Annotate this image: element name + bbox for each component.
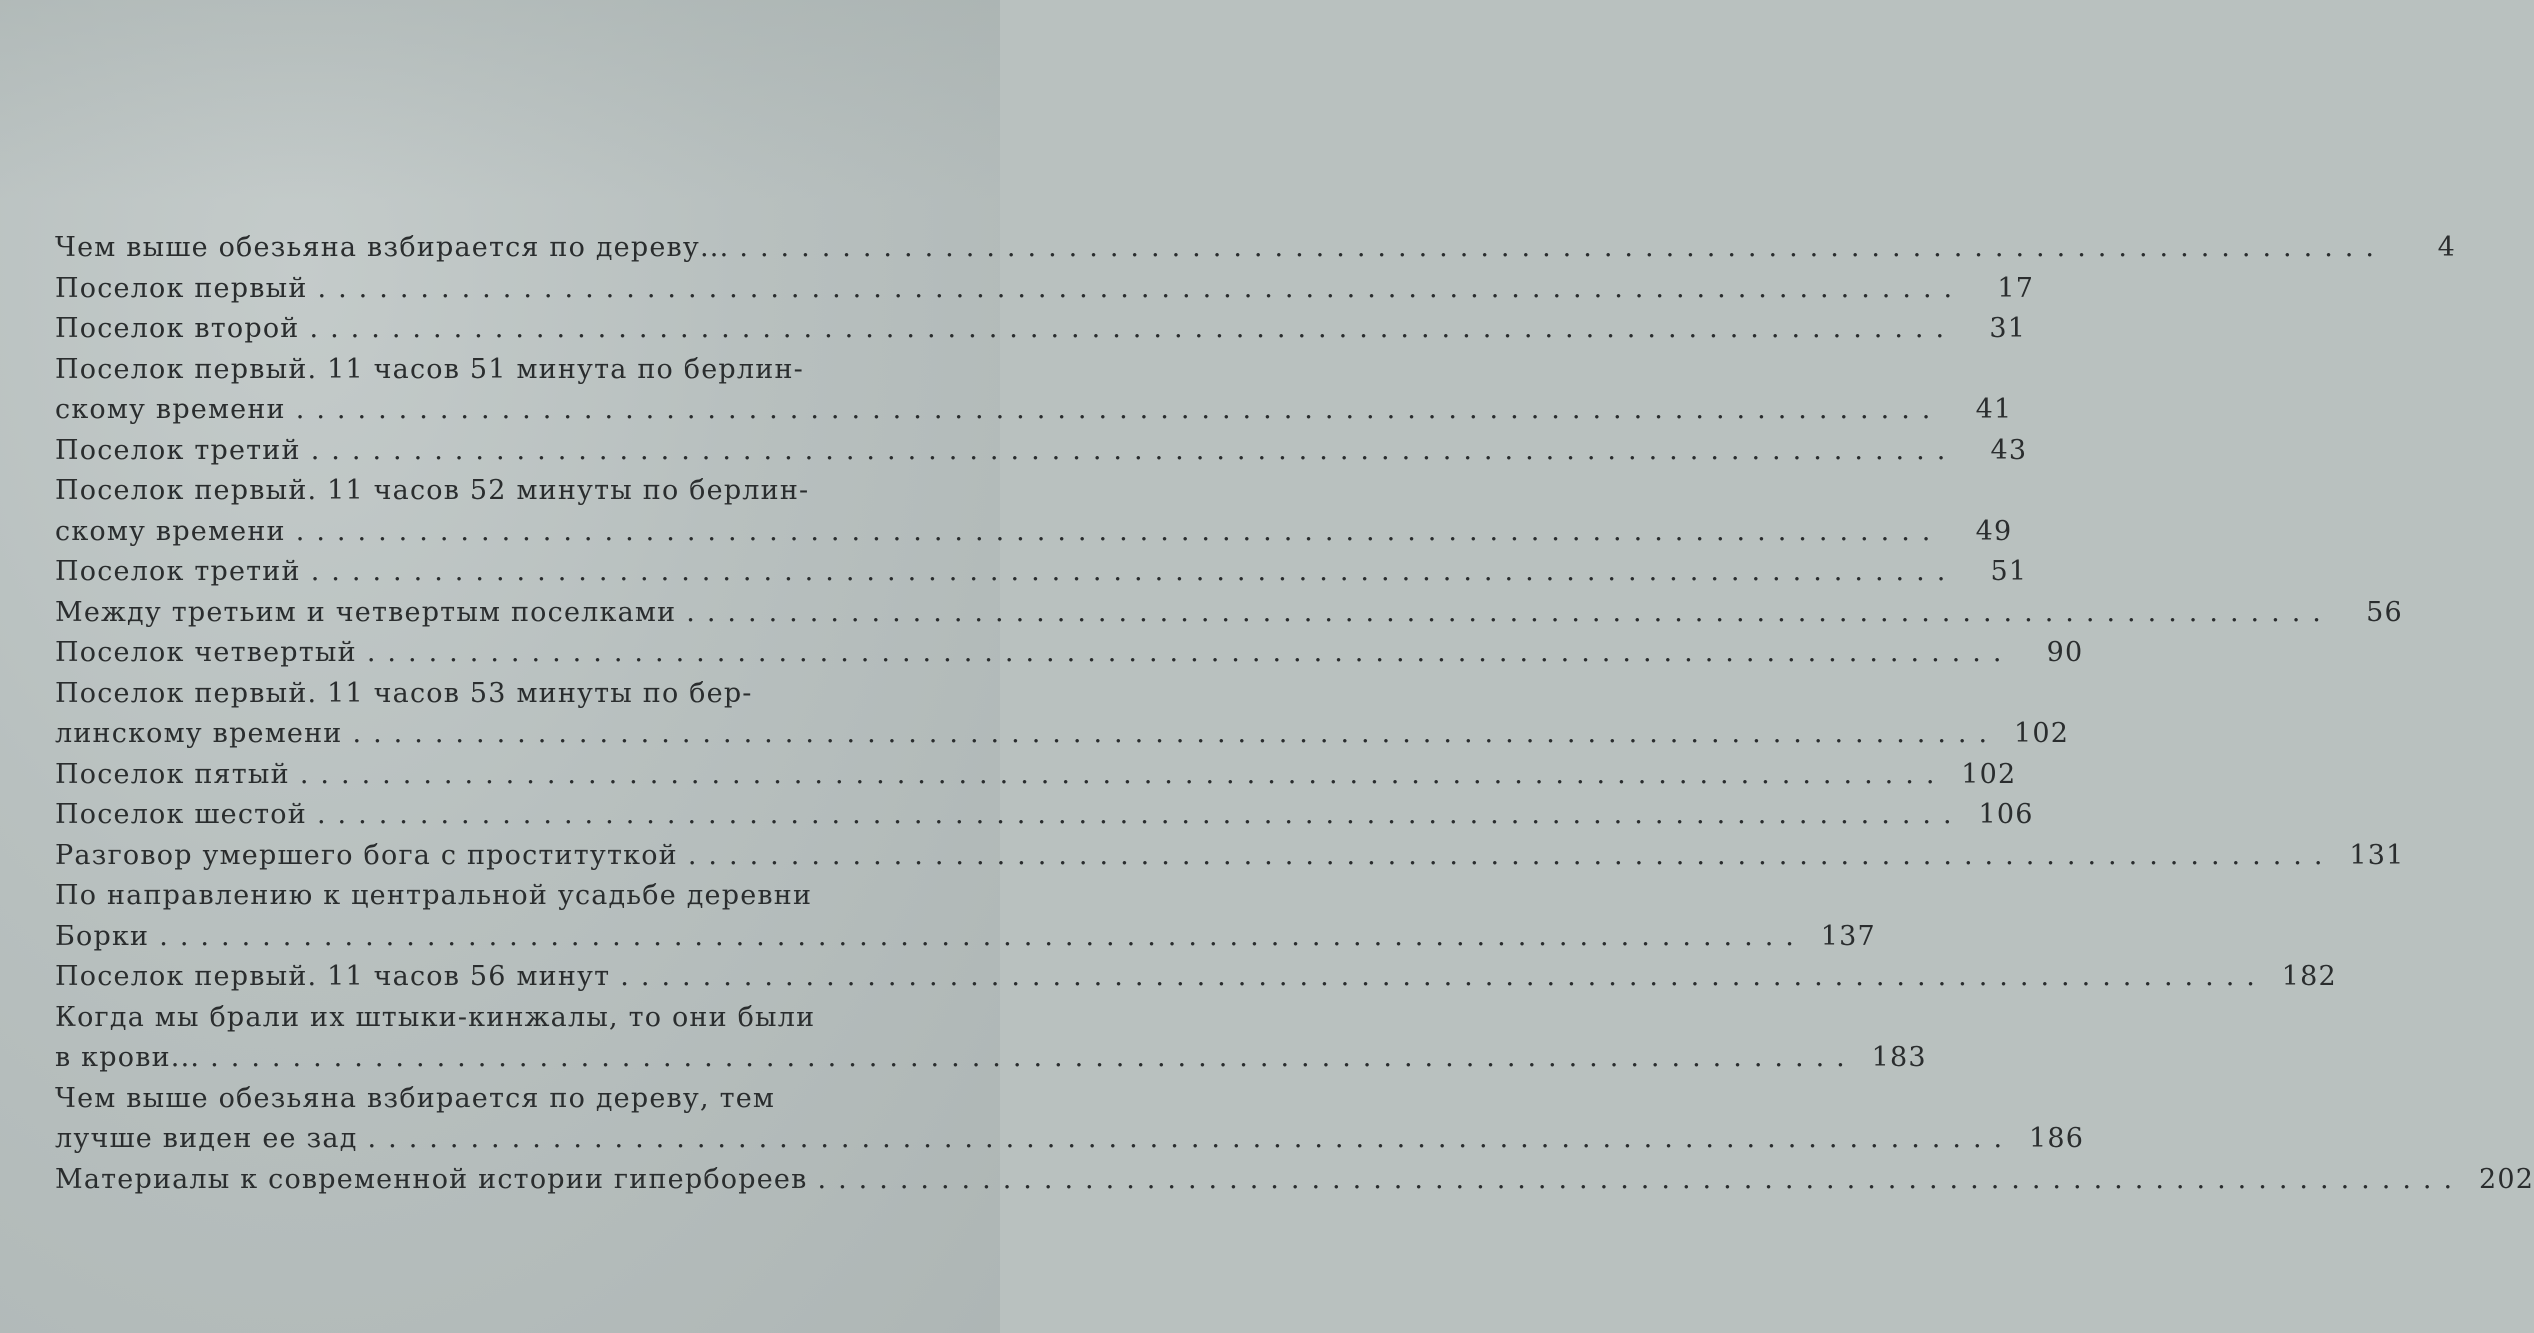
toc-entry-title: скому времени xyxy=(55,394,286,425)
toc-page-number: 102 xyxy=(1961,758,2017,790)
toc-page-number: 186 xyxy=(2029,1123,2085,1154)
toc-entry-title: лучше виден ее зад xyxy=(55,1123,358,1154)
toc-entry-line xyxy=(55,593,2403,634)
toc-entry-line xyxy=(55,471,940,512)
toc-page-number: 17 xyxy=(1997,272,2035,304)
toc-entry-line xyxy=(55,836,2405,877)
toc-page-number: 4 xyxy=(2437,232,2456,263)
toc-entry-title: Поселок третий xyxy=(55,434,301,466)
dot-leader: ................................................................................ xyxy=(817,1163,2465,1195)
toc-entry-line xyxy=(55,674,940,715)
toc-entry xyxy=(55,431,2028,472)
toc-entry-title: линскому времени xyxy=(55,718,343,749)
toc-entry xyxy=(55,1079,2085,1160)
toc-entry-line xyxy=(55,552,2028,593)
toc-entry-title: Борки xyxy=(55,920,150,952)
toc-entry-title: Поселок третий xyxy=(55,556,301,587)
toc-entry-line xyxy=(55,957,2337,998)
dot-leader: ................................................................................ xyxy=(159,920,1806,952)
toc-entry xyxy=(55,674,2070,755)
toc-entry-line xyxy=(55,269,2035,310)
toc-page-number: 31 xyxy=(1989,313,2027,344)
toc-entry-title: По направлению к центральной усадьбе деревни xyxy=(55,880,813,911)
toc-entry-title: Поселок пятый xyxy=(55,758,290,790)
toc-entry xyxy=(55,350,2013,431)
dot-leader: ................................................................................ xyxy=(295,515,1943,547)
toc-entry-line xyxy=(55,512,2013,553)
dot-leader: ................................................................................ xyxy=(686,596,2333,628)
dot-leader: ................................................................................ xyxy=(620,961,2267,992)
toc-entry-title: Когда мы брали их штыки-кинжалы, то они были xyxy=(55,1001,816,1033)
toc-entry xyxy=(55,876,1876,957)
dot-leader: ................................................................................ xyxy=(299,758,1947,790)
dot-leader: ................................................................................ xyxy=(309,313,1957,344)
toc-entry-line xyxy=(55,390,2013,431)
toc-entry-line xyxy=(55,1160,2534,1201)
toc-entry-title: Между третьим и четвертым поселками xyxy=(55,596,677,628)
dot-leader: ................................................................................ xyxy=(739,232,2386,263)
toc-entry-line xyxy=(55,1079,940,1120)
toc-entry-title: Поселок четвертый xyxy=(55,637,357,668)
toc-entry xyxy=(55,836,2405,877)
toc-page-number: 56 xyxy=(2366,596,2403,628)
toc-page-number: 131 xyxy=(2349,839,2405,871)
toc-page-number: 90 xyxy=(2046,637,2084,668)
toc-page-number: 43 xyxy=(1990,434,2028,466)
toc-entry xyxy=(55,795,2034,836)
toc-page-number: 182 xyxy=(2281,961,2337,992)
dot-leader: ................................................................................ xyxy=(210,1042,1857,1073)
dot-leader: ................................................................................ xyxy=(352,718,2000,749)
toc-entry-line xyxy=(55,431,2028,472)
dot-leader: ................................................................................ xyxy=(316,799,1964,830)
toc-entry-line xyxy=(55,350,940,391)
toc-entry-title: в крови... xyxy=(55,1042,201,1073)
toc-entry-title: Поселок второй xyxy=(55,313,300,344)
toc-entry xyxy=(55,552,2028,593)
toc-entry-line xyxy=(55,755,2017,796)
toc-entry-line xyxy=(55,795,2034,836)
table-of-contents xyxy=(55,228,2534,1200)
toc-entry-line xyxy=(55,228,2456,269)
toc-entry-title: Поселок первый xyxy=(55,272,308,304)
toc-entry-title: Разговор умершего бога с проституткой xyxy=(55,839,678,871)
toc-entry-line xyxy=(55,309,2027,350)
toc-page-number: 137 xyxy=(1820,920,1876,952)
toc-entry xyxy=(55,957,2337,998)
toc-entry xyxy=(55,998,1927,1079)
toc-entry-title: скому времени xyxy=(55,515,286,547)
page-shadow xyxy=(0,0,1000,200)
toc-page-number: 51 xyxy=(1990,556,2028,587)
dot-leader: ................................................................................ xyxy=(295,394,1943,425)
toc-page-number: 49 xyxy=(1975,515,2013,547)
dot-leader: ................................................................................ xyxy=(367,1123,2015,1154)
toc-page-number: 106 xyxy=(1978,799,2034,830)
toc-entry xyxy=(55,1160,2534,1201)
toc-page-number: 202 xyxy=(2478,1163,2534,1195)
toc-entry-line xyxy=(55,1038,1927,1079)
toc-entry-title: Поселок первый. 11 часов 56 минут xyxy=(55,961,611,992)
toc-page-number: 183 xyxy=(1871,1042,1927,1073)
toc-page-number: 41 xyxy=(1975,394,2013,425)
toc-entry xyxy=(55,633,2084,674)
toc-entry xyxy=(55,228,2456,269)
toc-entry-title: Материалы к современной истории гипербореев xyxy=(55,1163,808,1195)
toc-entry xyxy=(55,269,2035,310)
toc-entry-line xyxy=(55,633,2084,674)
dot-leader: ................................................................................ xyxy=(317,272,1965,304)
toc-entry-line xyxy=(55,1119,2085,1160)
toc-page-number: 102 xyxy=(2013,718,2070,749)
toc-entry-line xyxy=(55,876,940,917)
toc-entry xyxy=(55,309,2027,350)
dot-leader: ................................................................................ xyxy=(366,637,2014,668)
toc-entry-line xyxy=(55,917,1876,958)
toc-entry-title: Чем выше обезьяна взбирается по дереву, тем xyxy=(55,1082,776,1114)
toc-entry-title: Поселок первый. 11 часов 52 минуты по берлин- xyxy=(55,475,810,506)
dot-leader: ................................................................................ xyxy=(310,556,1958,587)
dot-leader: ................................................................................ xyxy=(687,839,2335,871)
toc-entry-line xyxy=(55,998,940,1039)
toc-entry-title: Поселок шестой xyxy=(55,799,307,830)
toc-entry xyxy=(55,471,2013,552)
toc-entry xyxy=(55,755,2017,796)
toc-entry xyxy=(55,593,2403,634)
toc-entry-title: Поселок первый. 11 часов 53 минуты по бер- xyxy=(55,677,753,709)
dot-leader: ................................................................................ xyxy=(310,434,1958,466)
toc-entry-line xyxy=(55,714,2070,755)
toc-entry-title: Поселок первый. 11 часов 51 минута по берлин- xyxy=(55,353,804,385)
toc-entry-title: Чем выше обезьяна взбирается по дереву... xyxy=(55,232,730,263)
